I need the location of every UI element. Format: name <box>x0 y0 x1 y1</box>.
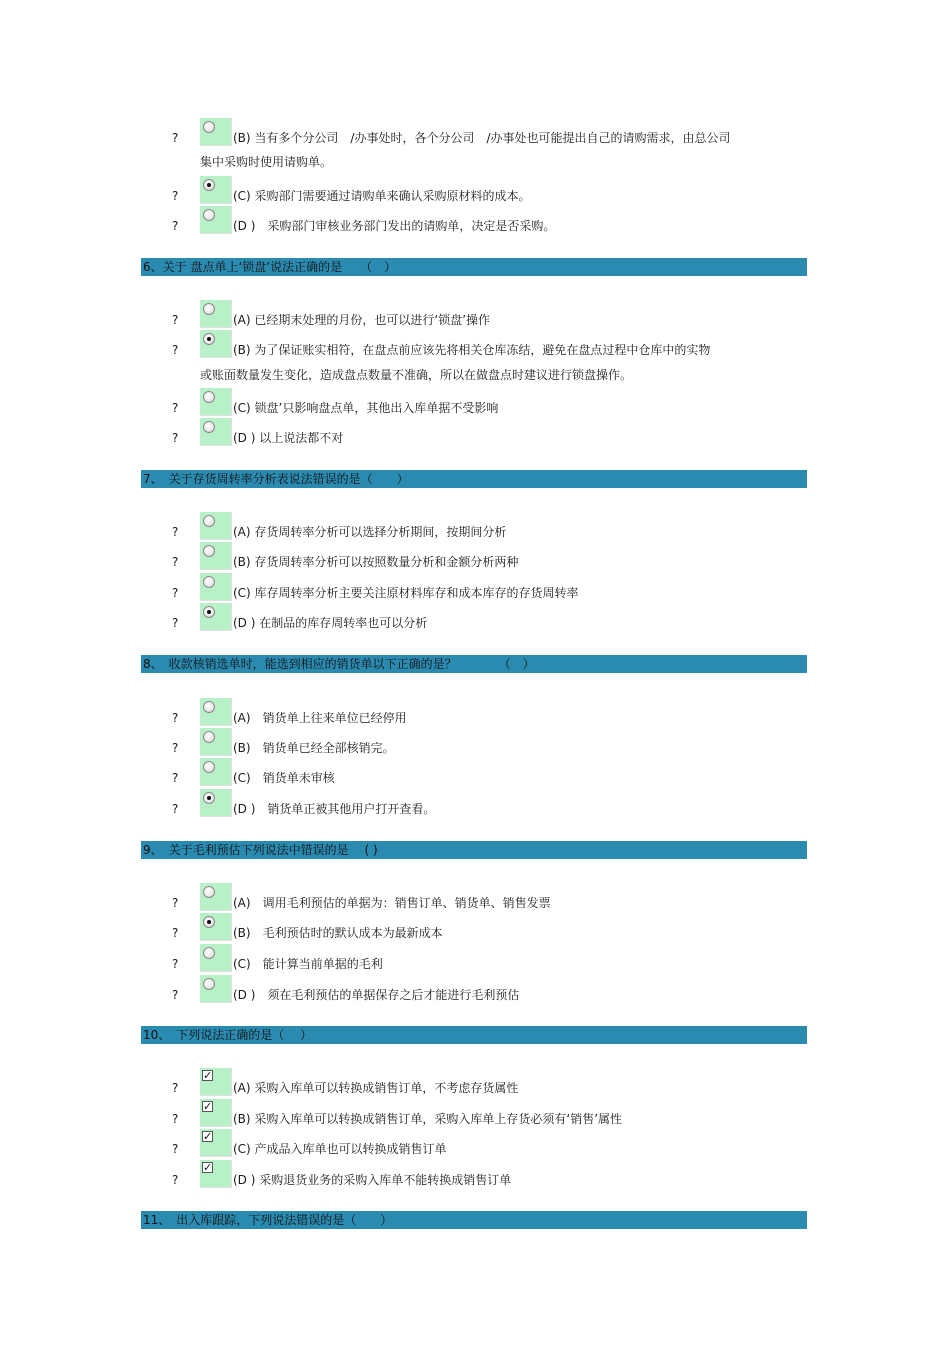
radio-icon <box>203 886 215 898</box>
radio-icon <box>203 391 215 403</box>
bullet-mark: ? <box>172 616 179 630</box>
option-text: (B) 销货单已经全部核销完。 <box>233 741 395 755</box>
question-title-6: 6、关于 盘点单上‘锁盘’说法正确的是 （ ） <box>141 258 807 276</box>
option-row <box>0 388 950 418</box>
option-row <box>0 944 950 974</box>
checkbox[interactable] <box>200 1068 232 1096</box>
radio-selected-icon <box>203 792 215 804</box>
radio-icon <box>203 731 215 743</box>
radio-button[interactable] <box>200 698 232 726</box>
question-title-7: 7、 关于存货周转率分析表说法错误的是（ ） <box>141 470 807 488</box>
option-text: (C) 锁盘’只影响盘点单，其他出入库单据不受影响 <box>233 401 499 415</box>
bullet-mark: ? <box>172 525 179 539</box>
option-text: (C) 采购部门需要通过请购单来确认采购原材料的成本。 <box>233 189 531 203</box>
bullet-mark: ? <box>172 1142 179 1156</box>
option-text-continued: 集中采购时使用请购单。 <box>200 155 333 169</box>
option-text: (D ) 采购部门审核业务部门发出的请购单，决定是否采购。 <box>233 219 556 233</box>
question-title-9: 9、 关于毛利预估下列说法中错误的是 ( ) <box>141 841 807 859</box>
option-row <box>0 975 950 1005</box>
option-text: (A) 已经期末处理的月份，也可以进行‘锁盘’操作 <box>233 313 491 327</box>
checkbox[interactable] <box>200 1129 232 1157</box>
radio-selected-icon <box>203 333 215 345</box>
bullet-mark: ? <box>172 313 179 327</box>
bullet-mark: ? <box>172 586 179 600</box>
bullet-mark: ? <box>172 741 179 755</box>
option-row <box>0 698 950 728</box>
option-row <box>0 1129 950 1159</box>
option-text: (C) 库存周转率分析主要关注原材料库存和成本库存的存货周转率 <box>233 586 579 600</box>
question-title-10: 10、 下列说法正确的是（ ） <box>141 1026 807 1044</box>
radio-button[interactable] <box>200 118 232 146</box>
checkmark-icon: ✓ <box>203 1161 213 1174</box>
option-row <box>0 206 950 236</box>
radio-button[interactable] <box>200 758 232 786</box>
option-row <box>0 1068 950 1098</box>
option-row <box>0 1160 950 1190</box>
bullet-mark: ? <box>172 431 179 445</box>
radio-button[interactable] <box>200 300 232 328</box>
radio-icon <box>203 761 215 773</box>
radio-selected-icon <box>203 179 215 191</box>
bullet-mark: ? <box>172 926 179 940</box>
radio-button[interactable] <box>200 206 232 234</box>
option-text: (D ) 采购退货业务的采购入库单不能转换成销售订单 <box>233 1173 512 1187</box>
radio-button[interactable] <box>200 542 232 570</box>
option-row <box>0 542 950 572</box>
radio-icon <box>203 515 215 527</box>
option-text: (B) 毛利预估时的默认成本为最新成本 <box>233 926 443 940</box>
radio-button[interactable] <box>200 728 232 756</box>
checkmark-icon: ✓ <box>203 1069 213 1082</box>
option-row <box>0 573 950 603</box>
option-row <box>0 1099 950 1129</box>
bullet-mark: ? <box>172 771 179 785</box>
option-row <box>0 789 950 819</box>
radio-button[interactable] <box>200 913 232 941</box>
radio-icon <box>203 576 215 588</box>
option-row <box>0 728 950 758</box>
option-row <box>0 512 950 542</box>
bullet-mark: ? <box>172 189 179 203</box>
radio-icon <box>203 303 215 315</box>
option-row <box>0 300 950 330</box>
radio-button[interactable] <box>200 388 232 416</box>
radio-button[interactable] <box>200 330 232 358</box>
option-text: (A) 销货单上往来单位已经停用 <box>233 711 407 725</box>
radio-button[interactable] <box>200 176 232 204</box>
option-row <box>0 176 950 206</box>
radio-button[interactable] <box>200 944 232 972</box>
radio-selected-icon <box>203 916 215 928</box>
checkmark-icon: ✓ <box>203 1130 213 1143</box>
radio-icon <box>203 421 215 433</box>
option-text: (D ) 以上说法都不对 <box>233 431 344 445</box>
radio-button[interactable] <box>200 573 232 601</box>
option-text: (D ) 须在毛利预估的单据保存之后才能进行毛利预估 <box>233 988 520 1002</box>
option-row <box>0 118 950 148</box>
bullet-mark: ? <box>172 219 179 233</box>
bullet-mark: ? <box>172 555 179 569</box>
option-text: (D ) 在制品的库存周转率也可以分析 <box>233 616 428 630</box>
bullet-mark: ? <box>172 896 179 910</box>
radio-selected-icon <box>203 606 215 618</box>
radio-button[interactable] <box>200 603 232 631</box>
checkmark-icon: ✓ <box>203 1100 213 1113</box>
radio-icon <box>203 978 215 990</box>
radio-icon <box>203 121 215 133</box>
checkbox[interactable] <box>200 1160 232 1188</box>
option-text: (C) 能计算当前单据的毛利 <box>233 957 383 971</box>
option-row <box>0 330 950 360</box>
radio-icon <box>203 701 215 713</box>
bullet-mark: ? <box>172 988 179 1002</box>
option-text: (B) 为了保证账实相符，在盘点前应该先将相关仓库冻结，避免在盘点过程中仓库中的实物 <box>233 343 711 357</box>
option-row <box>0 913 950 943</box>
radio-button[interactable] <box>200 418 232 446</box>
radio-icon <box>203 209 215 221</box>
option-text: (A) 采购入库单可以转换成销售订单，不考虑存货属性 <box>233 1081 519 1095</box>
option-text: (B) 采购入库单可以转换成销售订单，采购入库单上存货必须有‘销售’属性 <box>233 1112 623 1126</box>
radio-button[interactable] <box>200 883 232 911</box>
bullet-mark: ? <box>172 1112 179 1126</box>
radio-button[interactable] <box>200 789 232 817</box>
option-text: (A) 调用毛利预估的单据为：销售订单、销货单、销售发票 <box>233 896 551 910</box>
option-text: (C) 产成品入库单也可以转换成销售订单 <box>233 1142 447 1156</box>
bullet-mark: ? <box>172 1173 179 1187</box>
option-row <box>0 758 950 788</box>
option-row <box>0 603 950 633</box>
option-text: (D ) 销货单正被其他用户打开查看。 <box>233 802 436 816</box>
option-text: (C) 销货单未审核 <box>233 771 335 785</box>
bullet-mark: ? <box>172 131 179 145</box>
bullet-mark: ? <box>172 711 179 725</box>
radio-button[interactable] <box>200 512 232 540</box>
option-row <box>0 883 950 913</box>
question-title-11: 11、 出入库跟踪，下列说法错误的是（ ） <box>141 1211 807 1229</box>
checkbox[interactable] <box>200 1099 232 1127</box>
radio-icon <box>203 947 215 959</box>
bullet-mark: ? <box>172 802 179 816</box>
option-row <box>0 418 950 448</box>
question-title-8: 8、 收款核销选单时，能选到相应的销货单以下正确的是？ （ ） <box>141 655 807 673</box>
bullet-mark: ? <box>172 957 179 971</box>
option-text: (A) 存货周转率分析可以选择分析期间，按期间分析 <box>233 525 507 539</box>
radio-icon <box>203 545 215 557</box>
bullet-mark: ? <box>172 401 179 415</box>
option-text: (B) 存货周转率分析可以按照数量分析和金额分析两种 <box>233 555 519 569</box>
bullet-mark: ? <box>172 1081 179 1095</box>
option-text: (B) 当有多个分公司 /办事处时，各个分公司 /办事处也可能提出自己的请购需求，由总公司 <box>233 131 731 145</box>
option-text-continued: 或账面数量发生变化，造成盘点数量不准确，所以在做盘点时建议进行锁盘操作。 <box>200 368 633 382</box>
bullet-mark: ? <box>172 343 179 357</box>
radio-button[interactable] <box>200 975 232 1003</box>
